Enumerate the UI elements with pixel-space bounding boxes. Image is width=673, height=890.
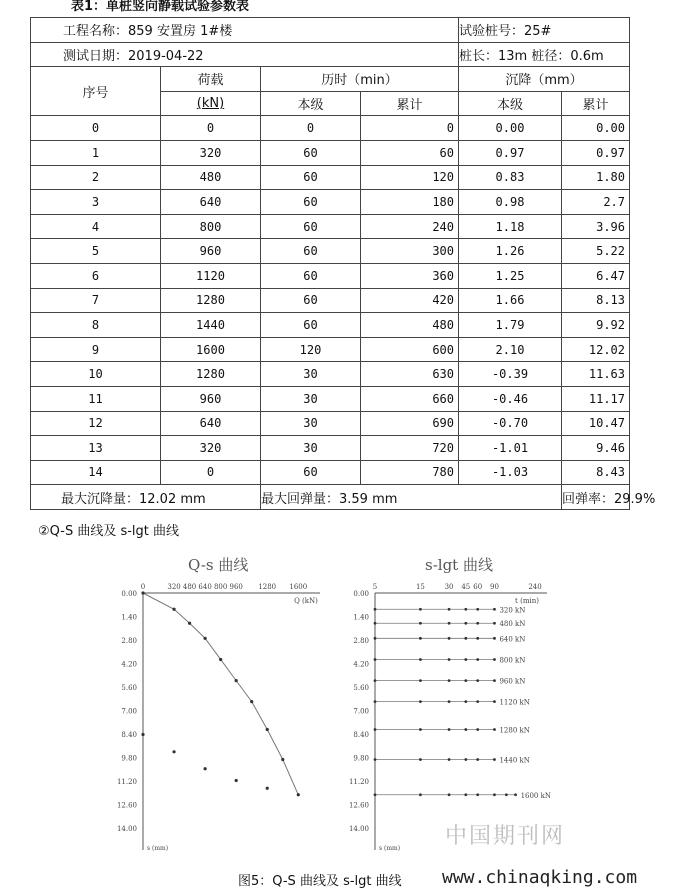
pile-number: 试验桩号：25# bbox=[459, 18, 630, 43]
qs-x-tick-label: 480 bbox=[182, 583, 197, 591]
slgt-point bbox=[464, 622, 467, 625]
cell-load: 0 bbox=[161, 116, 261, 141]
qs-title: Q-s 曲线 bbox=[188, 556, 249, 574]
cell-cum-time: 630 bbox=[361, 362, 459, 387]
qs-y-tick-label: 4.20 bbox=[121, 660, 137, 669]
slgt-point bbox=[493, 700, 496, 703]
table-row bbox=[31, 288, 630, 313]
slgt-point bbox=[476, 622, 479, 625]
qs-y-tick-label: 8.40 bbox=[121, 731, 137, 739]
cell-seq: 3 bbox=[31, 190, 161, 215]
qs-unload-point bbox=[141, 733, 144, 736]
slgt-point bbox=[464, 637, 467, 640]
cell-load: 960 bbox=[161, 386, 261, 411]
slgt-point bbox=[476, 608, 479, 611]
cell-stage-time: 60 bbox=[261, 288, 361, 313]
cell-load: 0 bbox=[161, 460, 261, 485]
cell-stage-time: 30 bbox=[261, 362, 361, 387]
load-unit: (kN) bbox=[196, 96, 225, 112]
slgt-x-axis-label: t (min) bbox=[515, 597, 539, 605]
slgt-point bbox=[476, 637, 479, 640]
slgt-point bbox=[476, 679, 479, 682]
cell-stage-time: 30 bbox=[261, 411, 361, 436]
cell-stage-settle: 0.97 bbox=[459, 140, 562, 165]
qs-loading-curve bbox=[143, 593, 298, 795]
info-row-2 bbox=[31, 42, 630, 67]
slgt-point bbox=[448, 608, 451, 611]
slgt-x-tick-label: 240 bbox=[528, 583, 542, 591]
table-row bbox=[31, 460, 630, 485]
cell-stage-settle: -1.01 bbox=[459, 436, 562, 461]
slgt-point bbox=[493, 637, 496, 640]
slgt-point bbox=[514, 793, 517, 796]
section-caption: ②Q-S 曲线及 s-lgt 曲线 bbox=[38, 524, 180, 539]
slgt-point bbox=[419, 758, 422, 761]
cell-cum-time: 60 bbox=[361, 140, 459, 165]
slgt-series-label: 640 kN bbox=[499, 635, 526, 644]
cell-stage-settle: 1.18 bbox=[459, 214, 562, 239]
cell-seq: 0 bbox=[31, 116, 161, 141]
cell-load: 320 bbox=[161, 436, 261, 461]
slgt-y-tick-label: 7.00 bbox=[353, 707, 369, 716]
slgt-series-label: 1120 kN bbox=[499, 698, 530, 707]
cell-cum-time: 600 bbox=[361, 337, 459, 362]
cell-cum-time: 240 bbox=[361, 214, 459, 239]
cell-stage-settle: -1.03 bbox=[459, 460, 562, 485]
col-load: 荷载 bbox=[161, 67, 261, 92]
watermark-cn: 中国期刊网 bbox=[445, 824, 566, 849]
cell-cum-settle: 3.96 bbox=[562, 214, 630, 239]
max-settlement: 最大沉降量：12.02 mm bbox=[31, 485, 261, 510]
cell-load: 800 bbox=[161, 214, 261, 239]
slgt-y-tick-label: 0.00 bbox=[353, 590, 369, 598]
slgt-point bbox=[419, 658, 422, 661]
slgt-point bbox=[419, 728, 422, 731]
cell-stage-settle: 1.25 bbox=[459, 263, 562, 288]
cell-load: 960 bbox=[161, 239, 261, 264]
col-settlement: 沉降（mm） bbox=[459, 67, 630, 92]
qs-x-tick-label: 1280 bbox=[258, 583, 277, 591]
qs-x-tick-label: 800 bbox=[213, 583, 228, 591]
table-row bbox=[31, 263, 630, 288]
cell-stage-time: 60 bbox=[261, 140, 361, 165]
cell-stage-time: 30 bbox=[261, 436, 361, 461]
cell-cum-time: 660 bbox=[361, 386, 459, 411]
footer-row bbox=[31, 485, 630, 510]
slgt-series-label: 960 kN bbox=[499, 677, 526, 686]
cell-cum-settle: 12.02 bbox=[562, 337, 630, 362]
col-load-unit bbox=[161, 91, 261, 116]
qs-x-tick-label: 320 bbox=[167, 583, 181, 591]
cell-cum-time: 690 bbox=[361, 411, 459, 436]
slgt-point bbox=[374, 700, 377, 703]
cell-stage-settle: -0.46 bbox=[459, 386, 562, 411]
qs-y-tick-label: 2.80 bbox=[121, 637, 137, 645]
slgt-x-tick-label: 45 bbox=[461, 583, 471, 591]
cell-seq: 1 bbox=[31, 140, 161, 165]
slgt-series-label: 800 kN bbox=[499, 656, 526, 665]
slgt-point bbox=[419, 793, 422, 796]
cell-cum-time: 420 bbox=[361, 288, 459, 313]
project-name: 工程名称：859 安置房 1#楼 bbox=[31, 18, 459, 43]
cell-cum-settle: 0.00 bbox=[562, 116, 630, 141]
cell-seq: 14 bbox=[31, 460, 161, 485]
info-row-1 bbox=[31, 18, 630, 43]
cell-cum-settle: 11.17 bbox=[562, 386, 630, 411]
table-row bbox=[31, 386, 630, 411]
cell-seq: 5 bbox=[31, 239, 161, 264]
cell-cum-settle: 11.63 bbox=[562, 362, 630, 387]
cell-load: 480 bbox=[161, 165, 261, 190]
cell-cum-time: 480 bbox=[361, 313, 459, 338]
slgt-y-tick-label: 11.20 bbox=[348, 778, 369, 786]
slgt-point bbox=[476, 658, 479, 661]
slgt-y-tick-label: 4.20 bbox=[353, 660, 369, 669]
cell-cum-time: 300 bbox=[361, 239, 459, 264]
cell-stage-time: 60 bbox=[261, 263, 361, 288]
cell-cum-settle: 8.13 bbox=[562, 288, 630, 313]
qs-unload-point bbox=[204, 767, 207, 770]
slgt-series-label: 1600 kN bbox=[520, 791, 551, 800]
qs-load-point bbox=[266, 728, 269, 731]
watermark-url: www.chinaqking.com bbox=[442, 867, 638, 888]
cell-seq: 4 bbox=[31, 214, 161, 239]
cell-cum-time: 720 bbox=[361, 436, 459, 461]
cell-stage-time: 60 bbox=[261, 313, 361, 338]
test-table bbox=[30, 17, 656, 510]
qs-y-tick-label: 1.40 bbox=[121, 613, 137, 622]
cell-seq: 7 bbox=[31, 288, 161, 313]
qs-load-point bbox=[188, 622, 191, 625]
cell-load: 1280 bbox=[161, 362, 261, 387]
cell-stage-time: 120 bbox=[261, 337, 361, 362]
slgt-point bbox=[448, 622, 451, 625]
header-row-1 bbox=[31, 67, 630, 92]
slgt-point bbox=[419, 679, 422, 682]
qs-unload-point bbox=[172, 750, 175, 753]
slgt-point bbox=[493, 608, 496, 611]
cell-stage-settle: 0.83 bbox=[459, 165, 562, 190]
qs-load-point bbox=[297, 793, 300, 796]
qs-load-point bbox=[172, 608, 175, 611]
table-title: 表1：单桩竖向静载试验参数表 bbox=[71, 0, 250, 14]
cell-cum-settle: 1.80 bbox=[562, 165, 630, 190]
cell-cum-settle: 5.22 bbox=[562, 239, 630, 264]
table-row bbox=[31, 165, 630, 190]
col-duration-stage: 本级 bbox=[261, 91, 361, 116]
cell-stage-time: 60 bbox=[261, 165, 361, 190]
col-seq: 序号 bbox=[31, 67, 161, 116]
slgt-point bbox=[493, 728, 496, 731]
col-settle-cum: 累计 bbox=[562, 91, 630, 116]
slgt-point bbox=[374, 608, 377, 611]
cell-stage-settle: 1.79 bbox=[459, 313, 562, 338]
col-duration: 历时（min） bbox=[261, 67, 459, 92]
slgt-point bbox=[493, 758, 496, 761]
slgt-x-tick-label: 5 bbox=[372, 583, 378, 591]
cell-load: 1120 bbox=[161, 263, 261, 288]
cell-load: 320 bbox=[161, 140, 261, 165]
cell-cum-settle: 0.97 bbox=[562, 140, 630, 165]
slgt-point bbox=[476, 728, 479, 731]
cell-seq: 2 bbox=[31, 165, 161, 190]
figure-caption: 图5：Q-S 曲线及 s-lgt 曲线 bbox=[238, 874, 402, 889]
cell-load: 640 bbox=[161, 190, 261, 215]
slgt-point bbox=[419, 637, 422, 640]
table-row bbox=[31, 337, 630, 362]
table-row bbox=[31, 436, 630, 461]
qs-x-tick-label: 1600 bbox=[289, 583, 308, 591]
qs-x-tick-label: 0 bbox=[140, 583, 146, 591]
slgt-series-label: 480 kN bbox=[499, 620, 526, 629]
slgt-y-tick-label: 9.80 bbox=[353, 754, 369, 763]
qs-load-point bbox=[250, 700, 253, 703]
cell-stage-settle: 1.26 bbox=[459, 239, 562, 264]
pile-size: 桩长：13m 桩径：0.6m bbox=[459, 42, 630, 67]
slgt-point bbox=[493, 679, 496, 682]
cell-stage-settle: 1.66 bbox=[459, 288, 562, 313]
table-row bbox=[31, 116, 630, 141]
table-row bbox=[31, 411, 630, 436]
slgt-point bbox=[374, 793, 377, 796]
table-row bbox=[31, 190, 630, 215]
cell-cum-settle: 2.7 bbox=[562, 190, 630, 215]
slgt-y-tick-label: 14.00 bbox=[348, 825, 369, 833]
slgt-point bbox=[419, 700, 422, 703]
slgt-point bbox=[464, 679, 467, 682]
rebound-rate: 回弹率：29.9% bbox=[562, 485, 630, 510]
cell-cum-time: 0 bbox=[361, 116, 459, 141]
cell-stage-time: 60 bbox=[261, 214, 361, 239]
qs-unload-point bbox=[235, 779, 238, 782]
slgt-point bbox=[448, 700, 451, 703]
slgt-series-label: 1440 kN bbox=[499, 756, 530, 765]
max-rebound: 最大回弹量：3.59 mm bbox=[261, 485, 562, 510]
table-row bbox=[31, 362, 630, 387]
slgt-point bbox=[464, 700, 467, 703]
slgt-point bbox=[493, 658, 496, 661]
col-duration-cum: 累计 bbox=[361, 91, 459, 116]
slgt-point bbox=[374, 728, 377, 731]
slgt-x-tick-label: 15 bbox=[415, 583, 425, 591]
slgt-point bbox=[374, 758, 377, 761]
slgt-point bbox=[448, 793, 451, 796]
slgt-point bbox=[448, 679, 451, 682]
slgt-point bbox=[448, 728, 451, 731]
qs-load-point bbox=[204, 637, 207, 640]
slgt-x-tick-label: 30 bbox=[444, 583, 454, 591]
slgt-point bbox=[448, 658, 451, 661]
qs-y-tick-label: 9.80 bbox=[121, 754, 137, 763]
slgt-y-axis-label: s (mm) bbox=[379, 845, 401, 852]
cell-cum-settle: 8.43 bbox=[562, 460, 630, 485]
cell-cum-time: 120 bbox=[361, 165, 459, 190]
slgt-point bbox=[505, 793, 508, 796]
qs-load-point bbox=[141, 591, 144, 594]
cell-cum-time: 180 bbox=[361, 190, 459, 215]
cell-stage-settle: -0.70 bbox=[459, 411, 562, 436]
qs-x-tick-label: 640 bbox=[198, 583, 212, 591]
cell-cum-time: 780 bbox=[361, 460, 459, 485]
slgt-series-label: 320 kN bbox=[499, 606, 526, 615]
table-row bbox=[31, 140, 630, 165]
slgt-x-tick-label: 60 bbox=[473, 583, 483, 591]
slgt-point bbox=[464, 758, 467, 761]
slgt-point bbox=[464, 793, 467, 796]
qs-y-tick-label: 12.60 bbox=[116, 801, 137, 810]
cell-stage-settle: -0.39 bbox=[459, 362, 562, 387]
cell-cum-settle: 9.92 bbox=[562, 313, 630, 338]
cell-seq: 10 bbox=[31, 362, 161, 387]
qs-x-tick-label: 960 bbox=[229, 583, 243, 591]
cell-load: 1440 bbox=[161, 313, 261, 338]
slgt-point bbox=[464, 728, 467, 731]
cell-cum-settle: 9.46 bbox=[562, 436, 630, 461]
cell-load: 1600 bbox=[161, 337, 261, 362]
qs-y-tick-label: 7.00 bbox=[121, 707, 137, 716]
cell-seq: 12 bbox=[31, 411, 161, 436]
cell-stage-time: 60 bbox=[261, 190, 361, 215]
qs-x-axis-label: Q (kN) bbox=[294, 597, 318, 605]
slgt-point bbox=[464, 608, 467, 611]
cell-stage-settle: 2.10 bbox=[459, 337, 562, 362]
slgt-point bbox=[464, 658, 467, 661]
slgt-point bbox=[448, 637, 451, 640]
qs-load-point bbox=[281, 758, 284, 761]
table-row bbox=[31, 214, 630, 239]
slgt-point bbox=[476, 758, 479, 761]
slgt-point bbox=[493, 622, 496, 625]
slgt-x-tick-label: 90 bbox=[490, 583, 499, 591]
slgt-point bbox=[374, 679, 377, 682]
slgt-y-tick-label: 12.60 bbox=[348, 801, 369, 810]
slgt-point bbox=[374, 622, 377, 625]
cell-cum-time: 360 bbox=[361, 263, 459, 288]
slgt-point bbox=[448, 758, 451, 761]
cell-stage-settle: 0.00 bbox=[459, 116, 562, 141]
cell-cum-settle: 10.47 bbox=[562, 411, 630, 436]
col-settle-stage: 本级 bbox=[459, 91, 562, 116]
slgt-title: s-lgt 曲线 bbox=[425, 556, 493, 574]
qs-y-tick-label: 5.60 bbox=[121, 684, 137, 692]
slgt-point bbox=[493, 793, 496, 796]
qs-y-tick-label: 0.00 bbox=[121, 590, 137, 598]
cell-load: 640 bbox=[161, 411, 261, 436]
cell-seq: 6 bbox=[31, 263, 161, 288]
slgt-y-tick-label: 1.40 bbox=[353, 613, 369, 622]
cell-seq: 13 bbox=[31, 436, 161, 461]
qs-load-point bbox=[235, 679, 238, 682]
cell-stage-time: 60 bbox=[261, 239, 361, 264]
slgt-y-tick-label: 2.80 bbox=[353, 637, 369, 645]
qs-y-tick-label: 14.00 bbox=[116, 825, 137, 833]
cell-seq: 8 bbox=[31, 313, 161, 338]
cell-stage-settle: 0.98 bbox=[459, 190, 562, 215]
cell-stage-time: 0 bbox=[261, 116, 361, 141]
slgt-y-tick-label: 8.40 bbox=[353, 731, 369, 739]
slgt-series-label: 1280 kN bbox=[499, 726, 530, 735]
qs-load-point bbox=[219, 658, 222, 661]
qs-unload-point bbox=[266, 787, 269, 790]
slgt-point bbox=[476, 700, 479, 703]
cell-seq: 11 bbox=[31, 386, 161, 411]
cell-cum-settle: 6.47 bbox=[562, 263, 630, 288]
slgt-point bbox=[374, 637, 377, 640]
cell-load: 1280 bbox=[161, 288, 261, 313]
cell-stage-time: 60 bbox=[261, 460, 361, 485]
slgt-point bbox=[374, 658, 377, 661]
table-row bbox=[31, 313, 630, 338]
slgt-point bbox=[419, 608, 422, 611]
test-date: 测试日期：2019-04-22 bbox=[31, 42, 459, 67]
qs-y-tick-label: 11.20 bbox=[116, 778, 137, 786]
cell-seq: 9 bbox=[31, 337, 161, 362]
slgt-y-tick-label: 5.60 bbox=[353, 684, 369, 692]
cell-stage-time: 30 bbox=[261, 386, 361, 411]
slgt-point bbox=[419, 622, 422, 625]
qs-y-axis-label: s (mm) bbox=[147, 845, 169, 852]
slgt-point bbox=[476, 793, 479, 796]
table-row bbox=[31, 239, 630, 264]
